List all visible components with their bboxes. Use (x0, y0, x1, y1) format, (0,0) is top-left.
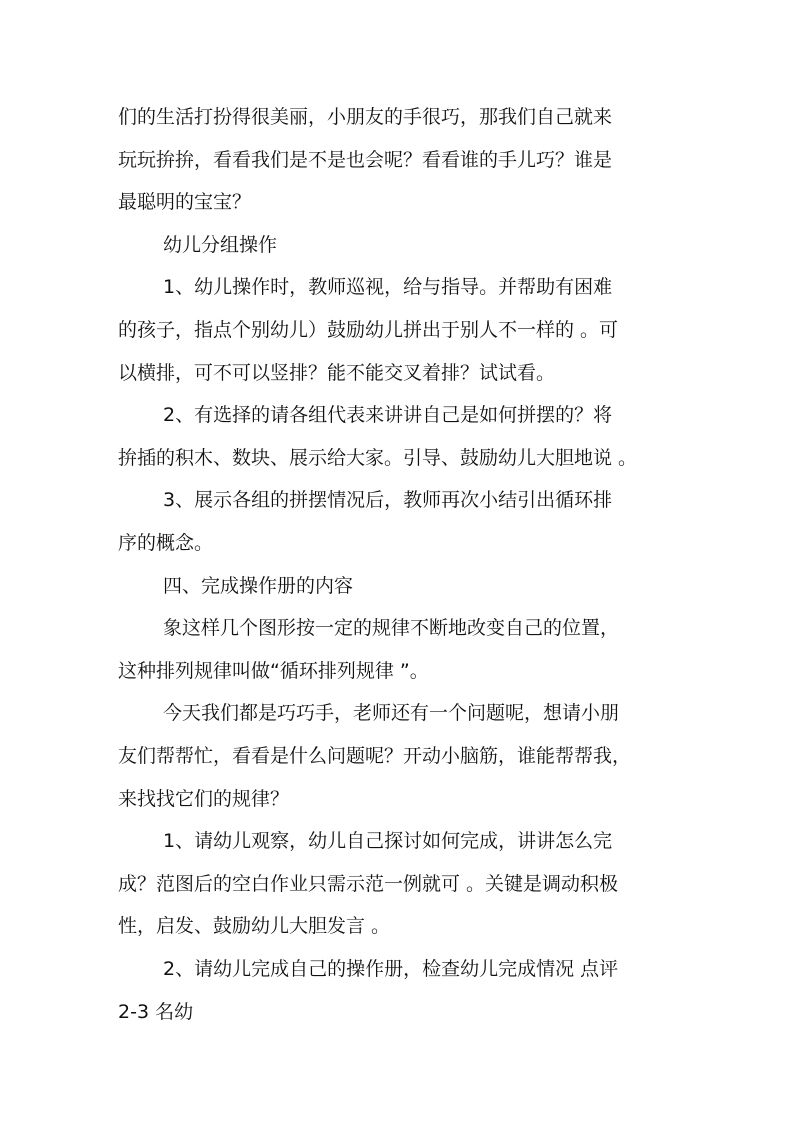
text-line: 今天我们都是巧巧手，老师还有一个问题呢，想请小朋 (163, 702, 620, 724)
text-line: 2-3 名幼 (118, 1001, 194, 1023)
text-line: 象这样几个图形按一定的规律不断地改变自己的位置， (163, 617, 620, 639)
text-line: 以横排，可不可以竖排？能不能交叉着排？试试看。 (118, 362, 556, 384)
text-line: 2、有选择的请各组代表来讲讲自己是如何拼摆的？将 (163, 404, 613, 426)
text-line: 2、请幼儿完成自己的操作册，检查幼儿完成情况 点评 (163, 958, 619, 980)
text-line: 幼儿分组操作 (163, 234, 278, 256)
text-line: 性，启发、鼓励幼儿大胆发言 。 (118, 915, 391, 937)
text-line: 来找找它们的规律？ (118, 788, 290, 810)
text-line: 1、请幼儿观察，幼儿自己探讨如何完成，讲讲怎么完 (163, 830, 613, 852)
text-line: 成？范图后的空白作业只需示范一例就可 。关键是调动积极 (118, 873, 619, 895)
text-line: 序的概念。 (118, 532, 214, 554)
text-line: 最聪明的宝宝？ (118, 191, 252, 213)
text-line: 友们帮帮忙，看看是什么问题呢？开动小脑筋，谁能帮帮我， (118, 745, 632, 767)
text-line: 拚插的积木、数块、展示给大家。引导、鼓励幼儿大胆地说 。 (118, 447, 638, 469)
text-line: 3、展示各组的拼摆情况后，教师再次小结引出循环排 (163, 489, 613, 511)
text-line: 四、完成操作册的内容 (163, 575, 354, 597)
text-line: 们的生活打扮得很美丽，小朋友的手很巧，那我们自己就来 (118, 106, 613, 128)
text-line: 这种排列规律叫做“循环排列规律 ”。 (118, 660, 429, 682)
text-line: 的孩子，指点个别幼儿）鼓励幼儿拼出于别人不一样的 。可 (118, 319, 619, 341)
text-line: 1、幼儿操作时，教师巡视，给与指导。并帮助有困难 (163, 276, 613, 298)
text-line: 玩玩拚拚，看看我们是不是也会呢？看看谁的手儿巧？谁是 (118, 149, 613, 171)
